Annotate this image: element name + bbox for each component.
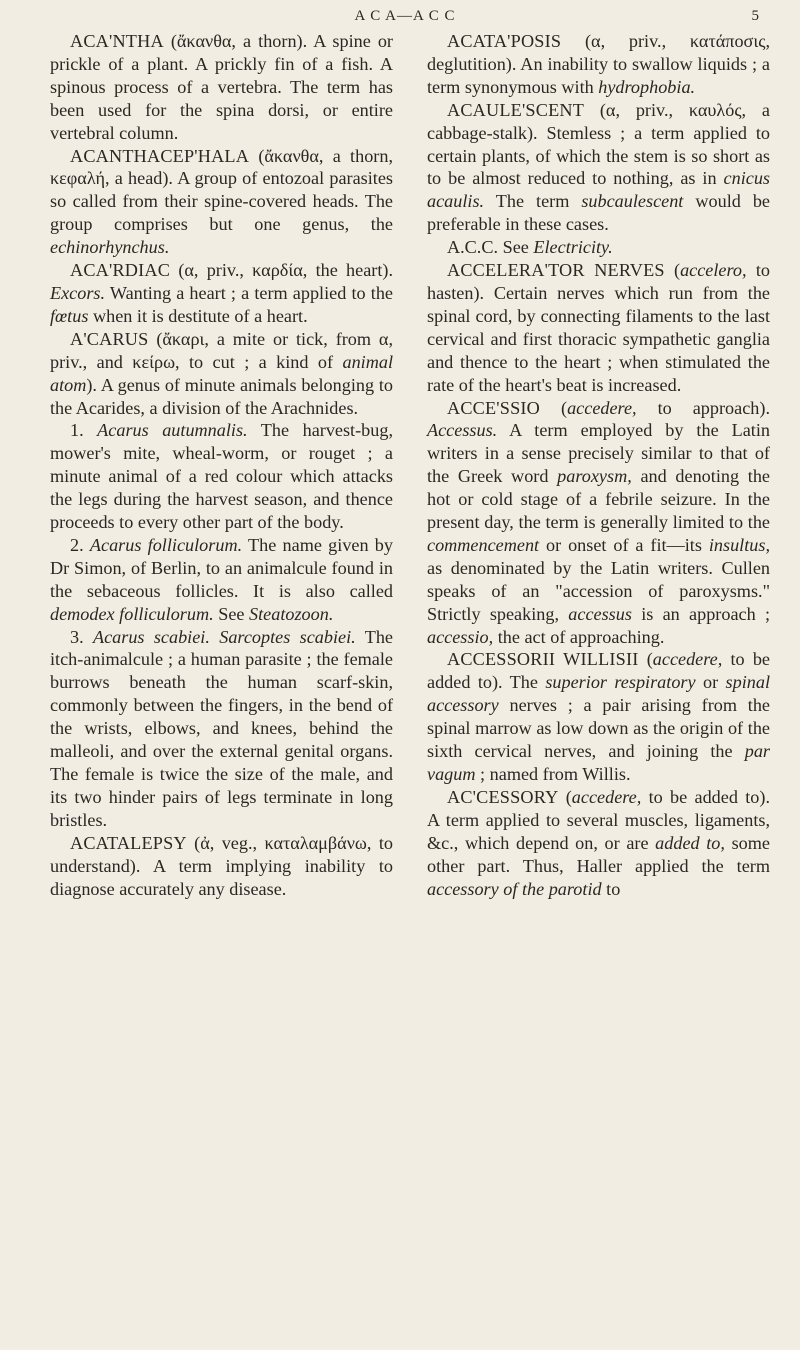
entry-italic-text: superior respiratory	[545, 672, 696, 693]
entry-text: The harvest-bug, mower's mite, wheal-worm, or rouget ; a minute animal of a red colour which attacks the legs during the harvest season, and thence proceeds to every other part of the body.	[50, 420, 394, 533]
entry-text: to hasten). Certain nerves which run from the spinal cord, by connecting filaments to the last cervical and first thoracic sympathetic ganglia and thence to the heart ; when stimulated the rate of the heart's beat is increased.	[427, 260, 770, 395]
entry-italic-text: Excors.	[50, 282, 106, 303]
entry-italic-text: Accessus.	[427, 420, 498, 441]
entry-italic-text: spinal accessory	[427, 672, 770, 716]
dictionary-entry	[50, 534, 393, 626]
entry-italic-text: added to,	[655, 832, 725, 853]
entry-italic-text: accessory of the parotid	[427, 878, 602, 899]
entry-headword: A'CARUS	[70, 328, 149, 349]
entry-text: is an approach ;	[631, 603, 771, 624]
entry-text: 2.	[70, 534, 90, 555]
entry-headword: ACATALEPSY	[70, 832, 187, 853]
entry-italic-text: Acarus autumnalis.	[97, 420, 248, 441]
dictionary-entry	[427, 236, 770, 259]
entry-text: as denominated by the Latin writers. Cullen speaks of an "accession of paroxysms." Strictly speaking,	[427, 557, 770, 624]
entry-italic-text: commencement	[427, 534, 540, 555]
entry-headword: ACCELERA'TOR NERVES	[447, 260, 665, 281]
entry-italic-text: accedere,	[652, 649, 723, 670]
entry-text: A term employed by the Latin writers in a sense precisely similar to that of the Greek word	[427, 420, 770, 487]
entry-text: nerves ; a pair arising from the spinal marrow as low down as the origin of the sixth cervical nerves, and joining the	[427, 695, 770, 762]
entry-italic-text: accessio,	[427, 626, 494, 647]
entry-headword: ACCESSORII WILLISII	[447, 649, 639, 670]
dictionary-entry	[50, 328, 393, 420]
entry-headword: ACATA'POSIS	[447, 31, 562, 51]
entry-text: 3.	[70, 626, 93, 647]
entry-headword: ACA'RDIAC	[70, 260, 171, 281]
entry-italic-text: Acarus folliculorum.	[89, 534, 243, 555]
entry-italic-text: Steatozoon.	[249, 603, 334, 624]
entry-text: 1.	[70, 420, 98, 441]
entry-text: ). A genus of minute animals belonging to the Acarides, a division of the Arachnides.	[50, 374, 393, 418]
entry-italic-text: accedere,	[567, 397, 637, 418]
entry-text: when it is destitute of a heart.	[88, 305, 308, 326]
dictionary-entry	[427, 648, 770, 785]
entry-italic-text: Acarus scabiei. Sarcoptes scabiei.	[92, 626, 356, 647]
entry-text: (ἄκαρι, a mite or tick, from α, priv., and κείρω, to cut ; a kind of	[50, 328, 393, 372]
page-number: 5	[751, 8, 760, 24]
dictionary-entry	[50, 832, 393, 901]
entry-text: to approach).	[636, 397, 770, 418]
entry-text: The name given by Dr Simon, of Berlin, to an animalcule found in the sebaceous follicles. It is also called	[50, 534, 393, 601]
dictionary-entry	[50, 626, 393, 832]
entry-text: (ἀ, veg., καταλαμβάνω, to understand). A term implying inability to diagnose accurately any disease.	[50, 832, 393, 899]
right-column	[427, 30, 770, 900]
entry-italic-text: Electricity.	[533, 237, 613, 258]
entry-text: to be added to). The	[427, 649, 770, 693]
entry-text: to be added to). A term applied to several muscles, ligaments, &c., which depend on, or are	[427, 786, 770, 853]
entry-italic-text: cnicus acaulis.	[427, 168, 770, 212]
dictionary-entry	[427, 397, 770, 649]
entry-italic-text: par vagum	[427, 741, 770, 784]
entry-italic-text: demodex folliculorum.	[50, 603, 214, 624]
entry-text: the act of approaching.	[493, 626, 665, 647]
entry-text: (α, priv., κατάποσις, deglutition). An inability to swallow liquids ; a term synonymous with	[427, 31, 770, 97]
entry-text: ; named from Willis.	[475, 764, 631, 784]
entry-text: (ἄκανθα, a thorn). A spine or prickle of a plant. A prickly fin of a fish. A spinous process of a vertebra. The term has been used for the spina dorsi, or entire vertebral column.	[50, 31, 393, 143]
entry-text: (	[638, 649, 653, 670]
dictionary-entry	[427, 99, 770, 236]
entry-text: See	[213, 603, 250, 624]
left-column	[50, 30, 393, 900]
entry-text: The itch-animalcule ; a human parasite ; the female burrows beneath the human scarf-skin, commonly between the fingers, in the bend of the wrists, elbows, and knees, behind the malleoli, and over the external genital organs. The female is twice the size of the male, and its two hinder pairs of legs terminate in long bristles.	[50, 626, 393, 830]
entry-italic-text: echinorhynchus.	[50, 237, 170, 258]
dictionary-entry	[427, 786, 770, 901]
entry-text: some other part. Thus, Haller applied the term	[427, 832, 770, 876]
entry-italic-text: accelero,	[680, 260, 747, 281]
entry-text: A.C.C. See	[447, 237, 534, 258]
dictionary-entry	[50, 30, 393, 145]
entry-headword: ACANTHACEP'HALA	[70, 145, 250, 166]
entry-text: to	[601, 878, 621, 899]
entry-text: (α, priv., καρδία, the heart).	[170, 260, 393, 281]
entry-italic-text: paroxysm,	[557, 466, 632, 487]
entry-italic-text: hydrophobia.	[598, 76, 696, 97]
entry-headword: ACCE'SSIO	[447, 397, 541, 418]
entry-headword: ACA'NTHA	[70, 31, 164, 51]
entry-text: Wanting a heart ; a term applied to the	[105, 282, 393, 303]
entry-text: and denoting the hot or cold stage of a febrile seizure. In the present day, the term is generally limited to the	[427, 466, 770, 533]
dictionary-entry	[427, 259, 770, 396]
entry-italic-text: subcaulescent	[581, 191, 684, 212]
entry-headword: ACAULE'SCENT	[447, 99, 585, 120]
entry-text: or	[695, 672, 726, 693]
entry-text: (	[558, 786, 572, 807]
text-columns	[50, 30, 770, 900]
dictionary-entry	[427, 30, 770, 99]
dictionary-entry	[50, 145, 393, 260]
entry-text: (α, priv., καυλός, a cabbage-stalk). Stemless ; a term applied to certain plants, of which the stem is so short as to be almost reduced to nothing, as in	[427, 99, 770, 189]
entry-italic-text: animal atom	[50, 351, 393, 395]
header-title: A C A—A C C	[354, 8, 456, 24]
entry-italic-text: accessus	[568, 603, 632, 624]
dictionary-entry	[50, 419, 393, 534]
entry-text: or onset of a fit—its	[539, 534, 709, 555]
entry-text: (	[664, 260, 681, 281]
dictionary-entry	[50, 259, 393, 328]
entry-text: The term	[484, 191, 582, 212]
entry-italic-text: accedere,	[571, 786, 642, 807]
entry-headword: AC'CESSORY	[447, 786, 559, 807]
entry-text: (	[540, 397, 568, 418]
entry-italic-text: fœtus	[50, 305, 89, 326]
entry-text: would be preferable in these cases.	[427, 191, 770, 235]
entry-text: (ἄκανθα, a thorn, κεφαλή, a head). A group of entozoal parasites so called from their spine-covered heads. The group comprises but one genus, the	[50, 145, 393, 235]
entry-italic-text: insultus,	[708, 534, 770, 555]
